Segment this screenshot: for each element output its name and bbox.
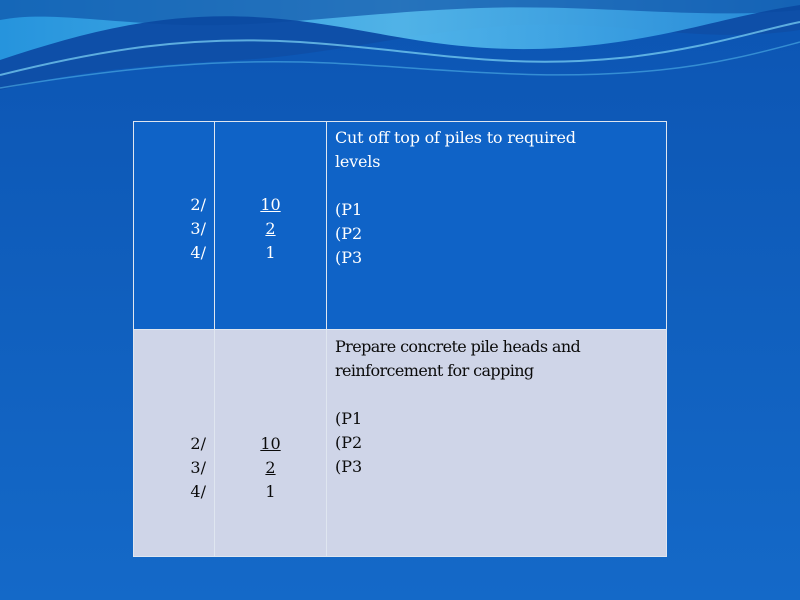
pile-ref: (P3 xyxy=(335,248,363,267)
table-row xyxy=(134,330,667,557)
description-line: Prepare concrete pile heads and xyxy=(335,337,581,356)
pile-ref: (P2 xyxy=(335,224,363,243)
qty-line: 10 xyxy=(260,194,281,214)
description-line: Cut off top of piles to required xyxy=(335,128,576,147)
ref-line: 2/ xyxy=(190,434,206,453)
reference-cell xyxy=(134,122,215,330)
qty-line: 1 xyxy=(265,242,276,262)
ref-line: 4/ xyxy=(190,482,206,501)
ref-line: 3/ xyxy=(190,458,206,477)
pile-ref: (P1 xyxy=(335,200,363,219)
ref-line: 2/ xyxy=(190,194,206,214)
description-cell xyxy=(327,122,667,330)
description-line: reinforcement for capping xyxy=(335,361,534,380)
qty-line: 10 xyxy=(260,434,281,453)
pile-ref: (P1 xyxy=(335,409,363,428)
description-line: levels xyxy=(335,152,381,171)
ref-line: 3/ xyxy=(190,218,206,238)
pile-ref: (P3 xyxy=(335,457,363,476)
qty-line: 1 xyxy=(265,482,276,501)
ref-line: 4/ xyxy=(190,242,206,262)
qty-line: 2 xyxy=(265,458,276,477)
qty-line: 2 xyxy=(265,218,276,238)
quantity-cell xyxy=(215,330,327,557)
quantity-cell xyxy=(215,122,327,330)
reference-cell xyxy=(134,330,215,557)
pile-ref: (P2 xyxy=(335,433,363,452)
description-cell xyxy=(327,330,667,557)
bill-of-quantities-table xyxy=(133,121,667,557)
table-row xyxy=(134,122,667,330)
